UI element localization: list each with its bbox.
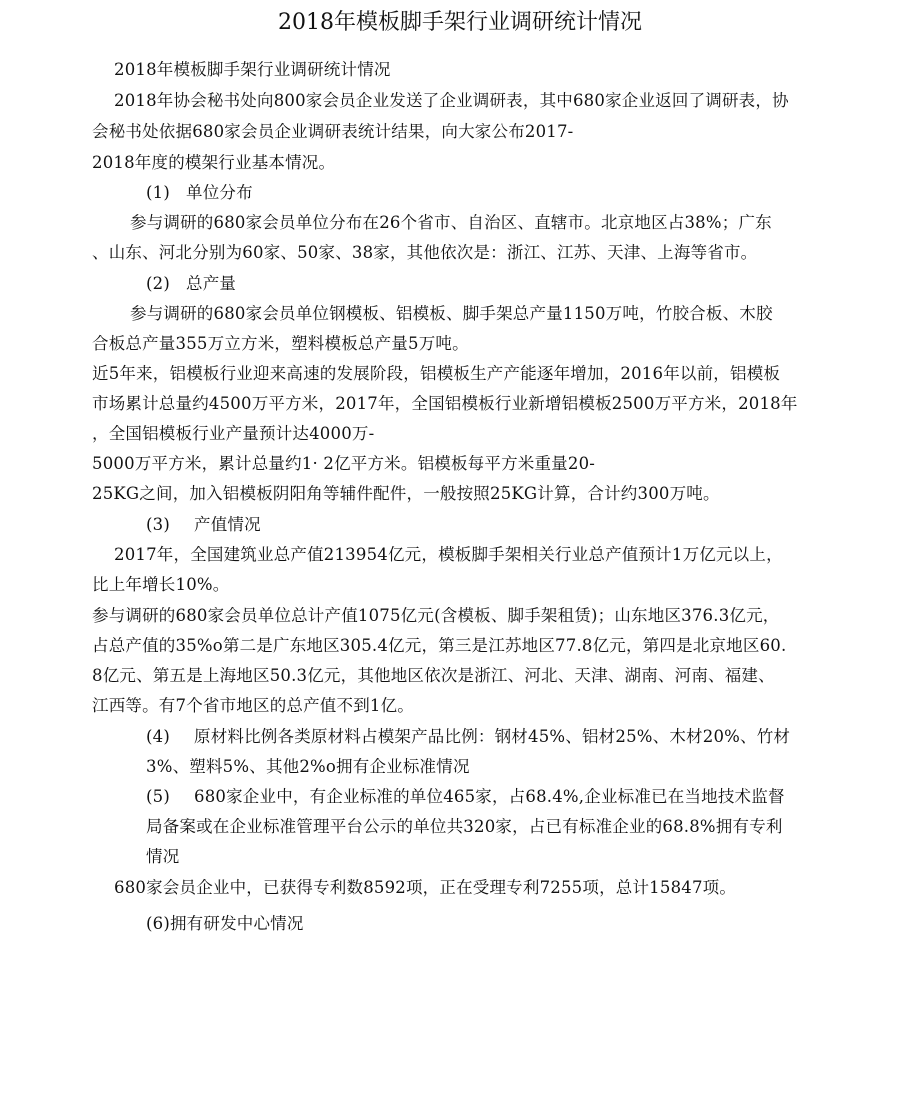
section-5-line-2: 局备案或在企业标准管理平台公示的单位共320家，占已有标准企业的68.8%拥有专利 bbox=[146, 817, 783, 836]
output-detail-line-4: 江西等。有7个省市地区的总产值不到1亿。 bbox=[92, 696, 414, 715]
aluminum-line-5: 25KG之间，加入铝模板阴阳角等辅件配件，一般按照25KG计算，合计约300万吨。 bbox=[92, 484, 720, 503]
section-3-heading bbox=[146, 514, 261, 536]
output-detail-line-1: 参与调研的680家会员单位总计产值1075亿元(含模板、脚手架租赁)；山东地区376.3亿元， bbox=[92, 606, 780, 625]
aluminum-line-4: 5000万平方米，累计总量约1· 2亿平方米。铝模板每平方米重量20- bbox=[92, 454, 596, 473]
section-5-line-1 bbox=[146, 786, 785, 808]
section-4-text: 原材料比例各类原材料占模架产品比例：钢材45%、铝材25%、木材20%、竹材 bbox=[194, 727, 791, 746]
section-5-line-3: 情况 bbox=[146, 847, 180, 866]
section-2-line-1: 参与调研的680家会员单位钢模板、铝模板、脚手架总产量1150万吨，竹胶合板、木胶 bbox=[130, 304, 773, 323]
intro-line-2: 会秘书处依据680家会员企业调研表统计结果，向大家公布2017- bbox=[92, 122, 574, 141]
aluminum-line-1: 近5年来，铝模板行业迎来高速的发展阶段，铝模板生产产能逐年增加，2016年以前，铝模板 bbox=[92, 364, 781, 383]
section-1-line-1: 参与调研的680家会员单位分布在26个省市、自治区、直辖市。北京地区占38%；广东 bbox=[130, 213, 772, 232]
section-2-line-2: 合板总产量355万立方米，塑料模板总产量5万吨。 bbox=[92, 334, 469, 353]
document-title: 2018年模板脚手架行业调研统计情况 bbox=[278, 10, 642, 35]
intro-line-1: 2018年协会秘书处向800家会员企业发送了企业调研表，其中680家企业返回了调研表，协 bbox=[114, 91, 789, 110]
subtitle-line: 2018年模板脚手架行业调研统计情况 bbox=[114, 60, 391, 79]
section-1-title: 单位分布 bbox=[186, 183, 253, 202]
section-4-line-1 bbox=[146, 726, 790, 748]
section-6-heading: (6)拥有研发中心情况 bbox=[146, 914, 304, 933]
section-2-heading bbox=[146, 273, 236, 295]
section-5-text: 680家企业中，有企业标准的单位465家，占68.4%,企业标准已在当地技术监督 bbox=[194, 787, 785, 806]
section-4-number: (4) bbox=[146, 727, 170, 746]
output-detail-line-2: 占总产值的35%o第二是广东地区305.4亿元，第三是江苏地区77.8亿元，第四是北京地区60. bbox=[92, 636, 787, 655]
aluminum-line-3: ，全国铝模板行业产量预计达4000万- bbox=[92, 424, 375, 443]
intro-line-3: 2018年度的模架行业基本情况。 bbox=[92, 153, 336, 172]
section-1-heading bbox=[146, 182, 253, 204]
section-4-line-2: 3%、塑料5%、其他2%o拥有企业标准情况 bbox=[146, 757, 470, 776]
section-1-line-2: 、山东、河北分别为60家、50家、38家，其他依次是：浙江、江苏、天津、上海等省市。 bbox=[92, 243, 758, 262]
section-3-line-1: 2017年，全国建筑业总产值213954亿元，模板脚手架相关行业总产值预计1万亿元以上， bbox=[114, 545, 783, 564]
section-2-title: 总产量 bbox=[186, 274, 237, 293]
section-5-number: (5) bbox=[146, 787, 170, 806]
section-2-number: (2) bbox=[146, 274, 170, 293]
section-1-number: (1) bbox=[146, 183, 170, 202]
output-detail-line-3: 8亿元、第五是上海地区50.3亿元，其他地区依次是浙江、河北、天津、湖南、河南、福建、 bbox=[92, 666, 775, 685]
section-3-line-2: 比上年增长10%。 bbox=[92, 575, 230, 594]
section-3-number: (3) bbox=[146, 515, 170, 534]
section-3-title: 产值情况 bbox=[194, 515, 261, 534]
aluminum-line-2: 市场累计总量约4500万平方米，2017年，全国铝模板行业新增铝模板2500万平方米，2018年 bbox=[92, 394, 798, 413]
patent-line: 680家会员企业中，已获得专利数8592项，正在受理专利7255项，总计15847项。 bbox=[114, 878, 737, 897]
